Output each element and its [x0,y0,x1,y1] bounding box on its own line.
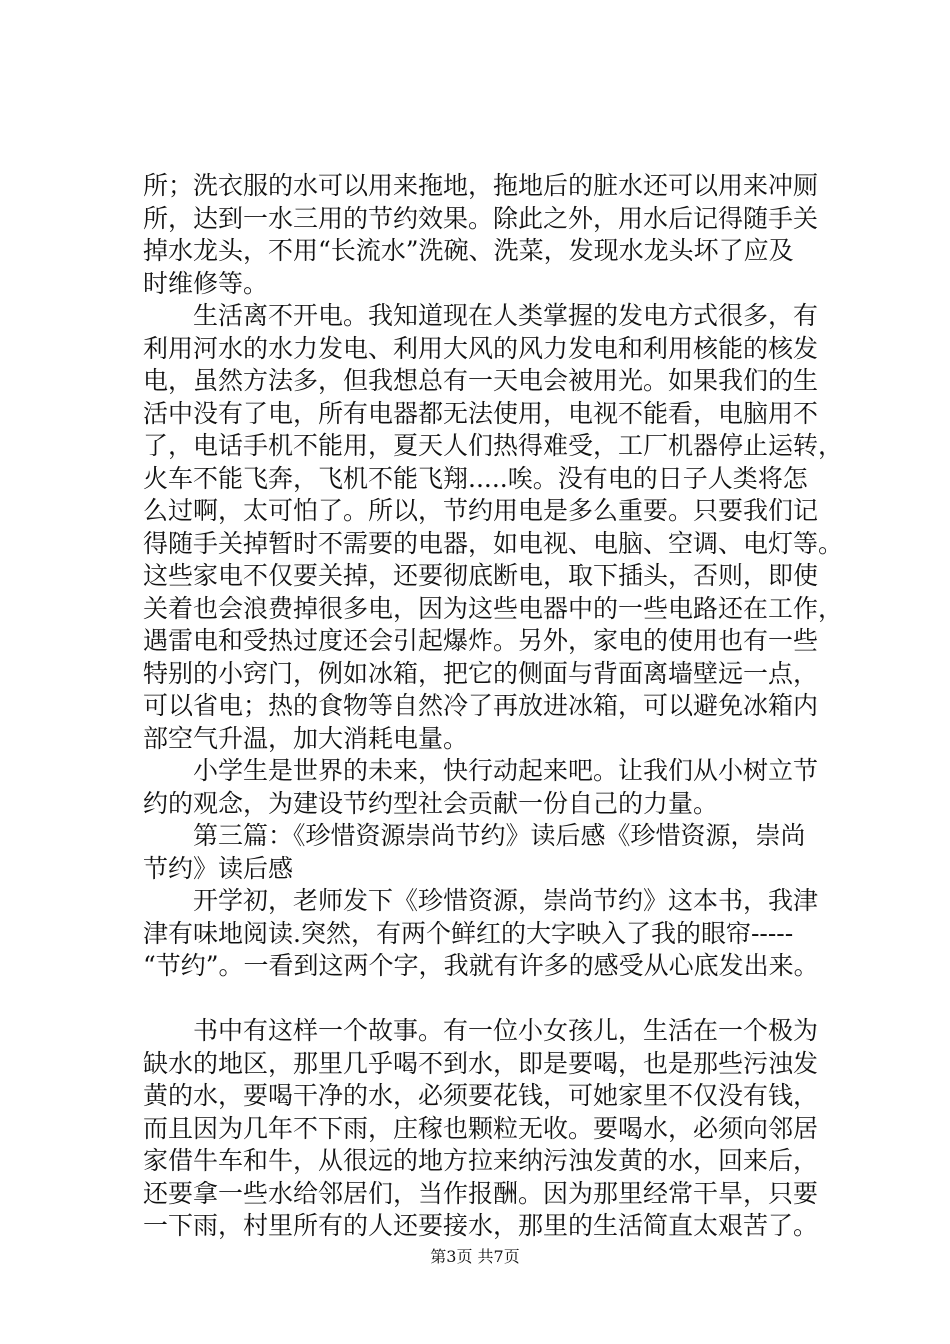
text-line: 家借牛车和牛，从很远的地方拉来纳污浊发黄的水，回来后， [143,1146,819,1175]
text-line: 生活离不开电。我知道现在人类掌握的发电方式很多，有 [143,301,819,330]
text-line: 利用河水的水力发电、利用大风的风力发电和利用核能的核发 [143,333,819,363]
text-line: 遇雷电和受热过度还会引起爆炸。另外，家电的使用也有一些 [143,626,819,655]
text-line: 么过啊，太可怕了。所以，节约用电是多么重要。只要我们记 [143,496,819,525]
text-line: 津有味地阅读.突然，有两个鲜红的大字映入了我的眼帘----- [143,918,794,948]
text-line: “节约”。一看到这两个字，我就有许多的感受从心底发出来。 [143,951,819,980]
text-line: 所；洗衣服的水可以用来拖地，拖地后的脏水还可以用来冲厕 [143,171,819,200]
text-line: 得随手关掉暂时不需要的电器，如电视、电脑、空调、电灯等。 [143,528,844,558]
text-line: 可以省电；热的食物等自然冷了再放进冰箱，可以避免冰箱内 [143,691,819,720]
text-line: 所，达到一水三用的节约效果。除此之外，用水后记得随手关 [143,203,819,233]
text-line: 掉水龙头，不用“长流水”洗碗、洗菜，发现水龙头坏了应及 [143,236,794,265]
text-line: 特别的小窍门，例如冰箱，把它的侧面与背面离墙壁远一点， [143,658,819,688]
text-line: 时维修等。 [143,268,269,298]
text-line: 了，电话手机不能用，夏天人们热得难受，工厂机器停止运转， [143,431,844,460]
text-line: 关着也会浪费掉很多电，因为这些电器中的一些电路还在工作， [143,593,844,623]
text-line: 开学初，老师发下《珍惜资源，崇尚节约》这本书，我津 [143,886,819,915]
text-line: 缺水的地区，那里几乎喝不到水，即是要喝，也是那些污浊发 [143,1048,819,1078]
blank-line [143,983,863,1016]
text-line: 而且因为几年不下雨，庄稼也颗粒无收。要喝水，必须向邻居 [143,1113,819,1143]
page-number: 第3页 共7页 [430,1247,520,1266]
text-line: 这些家电不仅要关掉，还要彻底断电，取下插头，否则，即使 [143,561,819,590]
text-line: 火车不能飞奔，飞机不能飞翔.....唉。没有电的日子人类将怎 [143,463,808,493]
section-heading: 第三篇：《珍惜资源崇尚节约》读后感《珍惜资源，崇尚 [143,821,806,850]
text-line: 活中没有了电，所有电器都无法使用，电视不能看，电脑用不 [143,398,819,428]
body-text [143,170,863,1243]
text-line: 书中有这样一个故事。有一位小女孩儿，生活在一个极为 [143,1016,819,1045]
text-line: 电，虽然方法多，但我想总有一天电会被用光。如果我们的生 [143,366,819,395]
text-line: 还要拿一些水给邻居们，当作报酬。因为那里经常干旱，只要 [143,1178,819,1208]
text-line: 部空气升温，加大消耗电量。 [143,723,469,753]
section-heading: 节约》读后感 [143,853,294,883]
text-line: 黄的水，要喝干净的水，必须要花钱，可她家里不仅没有钱， [143,1081,819,1110]
text-line: 一下雨，村里所有的人还要接水，那里的生活简直太艰苦了。 [143,1211,819,1240]
text-line: 约的观念，为建设节约型社会贡献一份自己的力量。 [143,788,719,818]
text-line: 小学生是世界的未来，快行动起来吧。让我们从小树立节 [143,756,819,785]
